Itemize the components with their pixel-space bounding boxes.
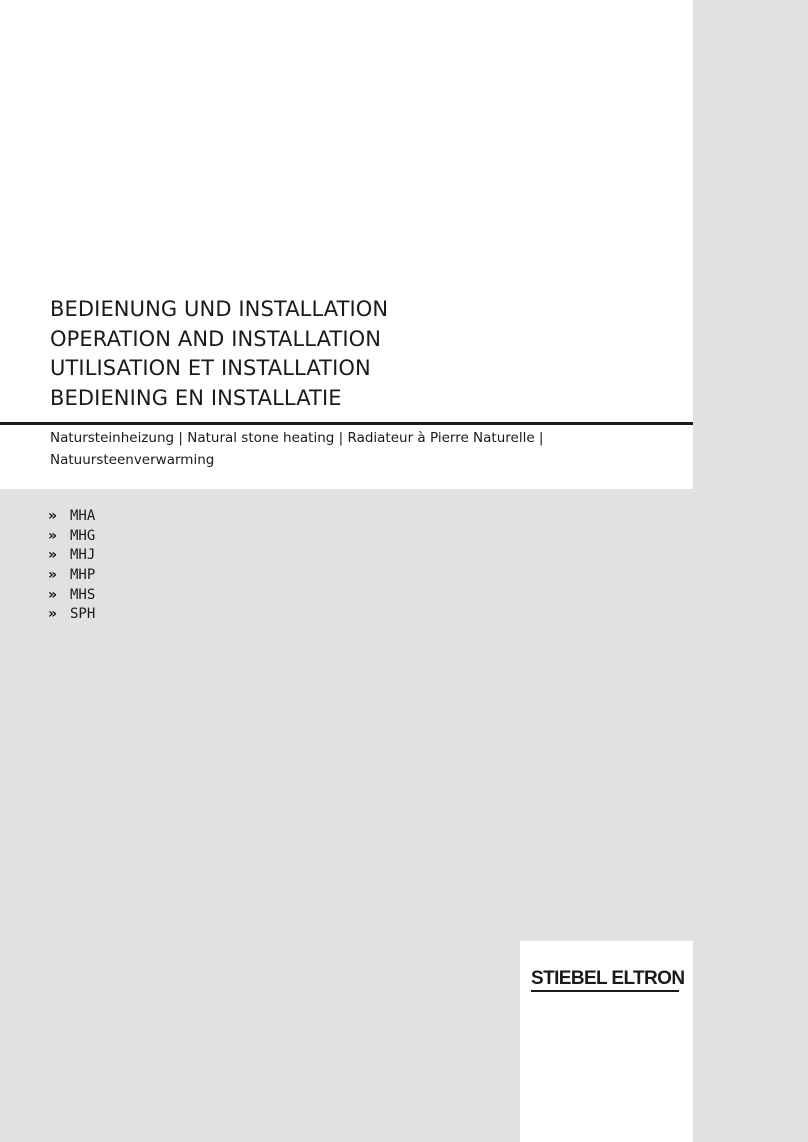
title-dutch: BEDIENING EN INSTALLATIE: [50, 385, 342, 410]
bullet-icon: »: [48, 586, 58, 603]
subtitle-line-2: Natuursteenverwarming: [50, 451, 215, 468]
model-label: MHP: [70, 567, 96, 584]
document-titles: [50, 295, 388, 413]
model-label: MHS: [70, 586, 96, 603]
model-label: MHA: [70, 508, 96, 524]
bullet-icon: »: [48, 508, 58, 524]
model-item: [48, 586, 95, 606]
title-english: OPERATION AND INSTALLATION: [50, 326, 382, 351]
title-panel: [0, 0, 693, 489]
brand-logo: STIEBEL ELTRON: [531, 968, 685, 989]
model-item: [48, 566, 95, 586]
model-item: [48, 546, 95, 566]
bullet-icon: »: [48, 567, 58, 584]
model-item: [48, 605, 95, 625]
logo-panel: [520, 941, 693, 1142]
title-divider: [0, 422, 693, 425]
logo-underline: [531, 990, 679, 992]
subtitle-line-1: Natursteinheizung | Natural stone heating | Radiateur à Pierre Naturelle |: [50, 430, 544, 446]
model-label: MHG: [70, 527, 96, 544]
title-french: UTILISATION ET INSTALLATION: [50, 356, 371, 380]
model-list: [48, 507, 95, 625]
model-label: SPH: [70, 606, 96, 623]
model-item: [48, 507, 95, 527]
bullet-icon: »: [48, 527, 58, 544]
bullet-icon: »: [48, 547, 58, 564]
product-subtitle: [50, 428, 650, 471]
title-german: BEDIENUNG UND INSTALLATION: [50, 297, 389, 321]
bullet-icon: »: [48, 606, 58, 623]
side-strip: [693, 0, 808, 1142]
model-label: MHJ: [70, 547, 96, 564]
model-item: [48, 527, 95, 547]
